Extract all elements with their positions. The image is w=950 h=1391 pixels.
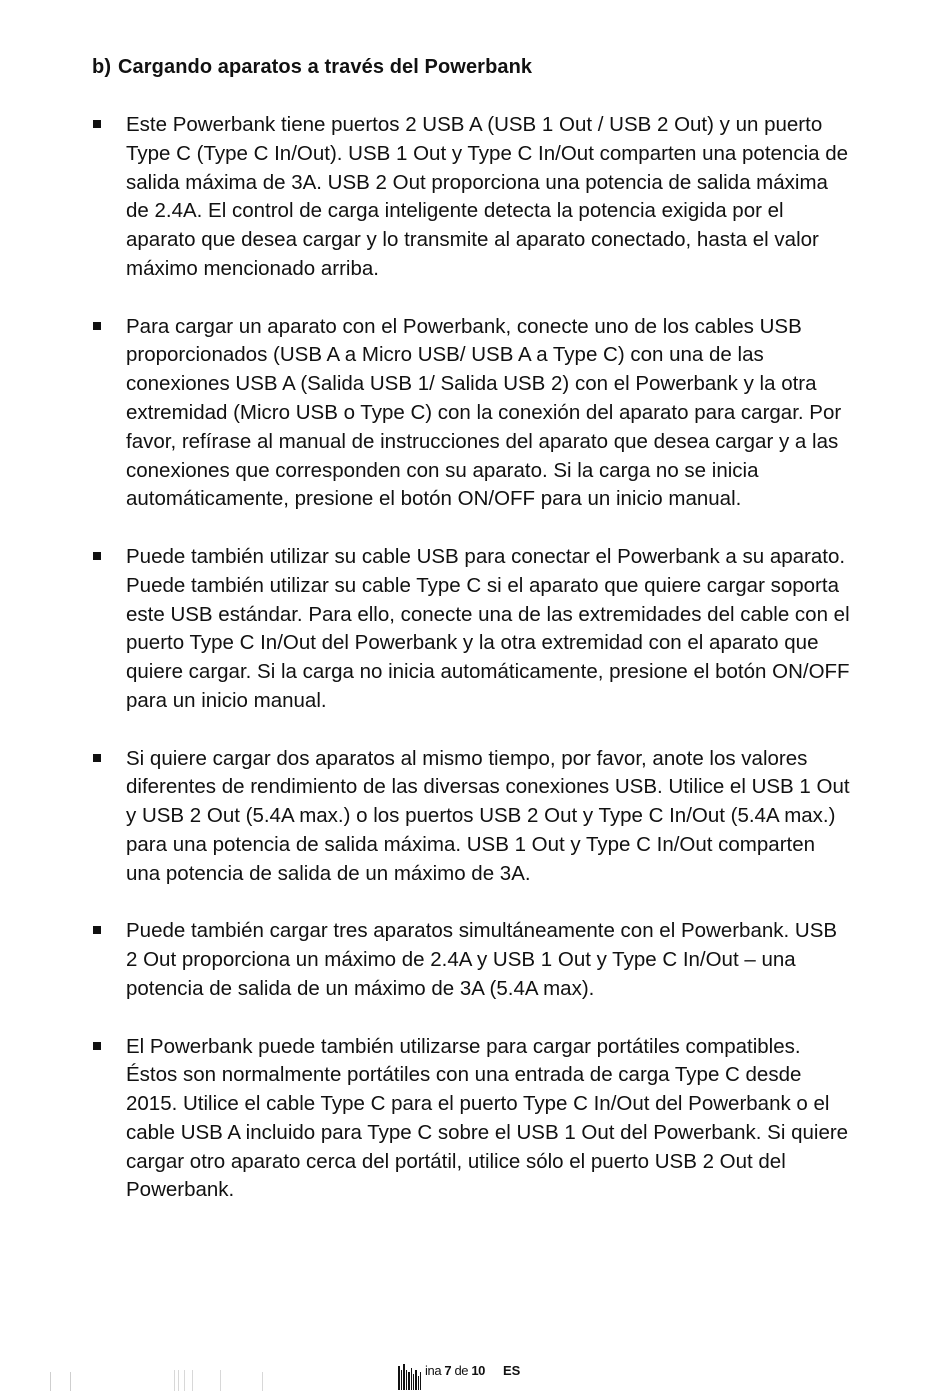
bullet-square-icon: [93, 552, 101, 560]
bullet-item: [92, 543, 852, 716]
bullet-text: Si quiere cargar dos aparatos al mismo tiempo, por favor, anote los valores diferentes de rendimiento de las diversas conexiones USB. Utilice el USB 1 Out y USB 2 Out (5.4A max.) o los puertos USB 2 Out y Type C In/Out (5.4A max.) para una potencia de salida máxima. USB 1 Out y Type C In/Out comparten una potencia de salida de un máximo de 3A.: [126, 746, 850, 885]
page-total: 10: [471, 1363, 485, 1378]
page-number: 7: [444, 1363, 452, 1378]
bullet-list: [92, 111, 852, 1234]
barcode-icon: [398, 1364, 424, 1390]
bullet-item: [92, 111, 852, 284]
scan-marks-icon: [50, 1366, 290, 1391]
page-separator: de: [454, 1363, 469, 1378]
bullet-square-icon: [93, 322, 101, 330]
page-number-label: [425, 1363, 485, 1378]
bullet-text: Para cargar un aparato con el Powerbank, conecte uno de los cables USB proporcionados (USB A a Micro USB/ USB A a Type C) con una de las conexiones USB A (Salida USB 1/ Salida USB 2) con el Powerbank y la otra extremidad (Micro USB o Type C) con la conexión del aparato para cargar. Por favor, refírase al manual de instrucciones del aparato que desea cargar y a las conexiones que corresponden con su aparato. Si la carga no se inicia automáticamente, presione el botón ON/OFF para un inicio manual.: [126, 314, 842, 511]
bullet-text: Puede también cargar tres aparatos simultáneamente con el Powerbank. USB 2 Out proporciona un máximo de 2.4A y USB 1 Out y Type C In/Out – una potencia de salida de un máximo de 3A (5.4A max).: [126, 919, 838, 1000]
bullet-item: [92, 917, 852, 1003]
bullet-item: [92, 313, 852, 515]
bullet-square-icon: [93, 926, 101, 934]
section-title: Cargando aparatos a través del Powerbank: [118, 56, 533, 78]
bullet-square-icon: [93, 754, 101, 762]
bullet-text: El Powerbank puede también utilizarse para cargar portátiles compatibles. Éstos son normalmente portátiles con una entrada de carga Type C desde 2015. Utilice el cable Type C para el puerto Type C In/Out del Powerbank o el cable USB A incluido para Type C sobre el USB 1 Out del Powerbank. Si quiere cargar otro aparato cerca del portátil, utilice sólo el puerto USB 2 Out del Powerbank.: [126, 1034, 849, 1202]
bullet-text: Este Powerbank tiene puertos 2 USB A (USB 1 Out / USB 2 Out) y un puerto Type C (Type C In/Out). USB 1 Out y Type C In/Out comparten una potencia de salida máxima de 3A. USB 2 Out proporciona una potencia de salida máxima de 2.4A. El control de carga inteligente detecta la potencia exigida por el aparato que desea cargar y lo transmite al aparato conectado, hasta el valor máximo mencionado arriba.: [126, 113, 849, 280]
bullet-item: [92, 745, 852, 889]
page-prefix: ina: [425, 1363, 442, 1378]
page-footer: [0, 1356, 950, 1391]
bullet-square-icon: [93, 1042, 101, 1050]
section-heading: [92, 56, 532, 79]
bullet-item: [92, 1033, 852, 1206]
section-marker: b): [92, 56, 112, 78]
language-code: ES: [503, 1363, 521, 1378]
bullet-square-icon: [93, 120, 101, 128]
bullet-text: Puede también utilizar su cable USB para conectar el Powerbank a su aparato. Puede también utilizar su cable Type C si el aparato que quiere cargar soporta este USB estándar. Para ello, conecte una de las extremidades del cable con el puerto Type C In/Out del Powerbank y la otra extremidad con el aparato que quiere cargar. Si la carga no inicia automáticamente, presione el botón ON/OFF para un inicio manual.: [126, 544, 850, 712]
